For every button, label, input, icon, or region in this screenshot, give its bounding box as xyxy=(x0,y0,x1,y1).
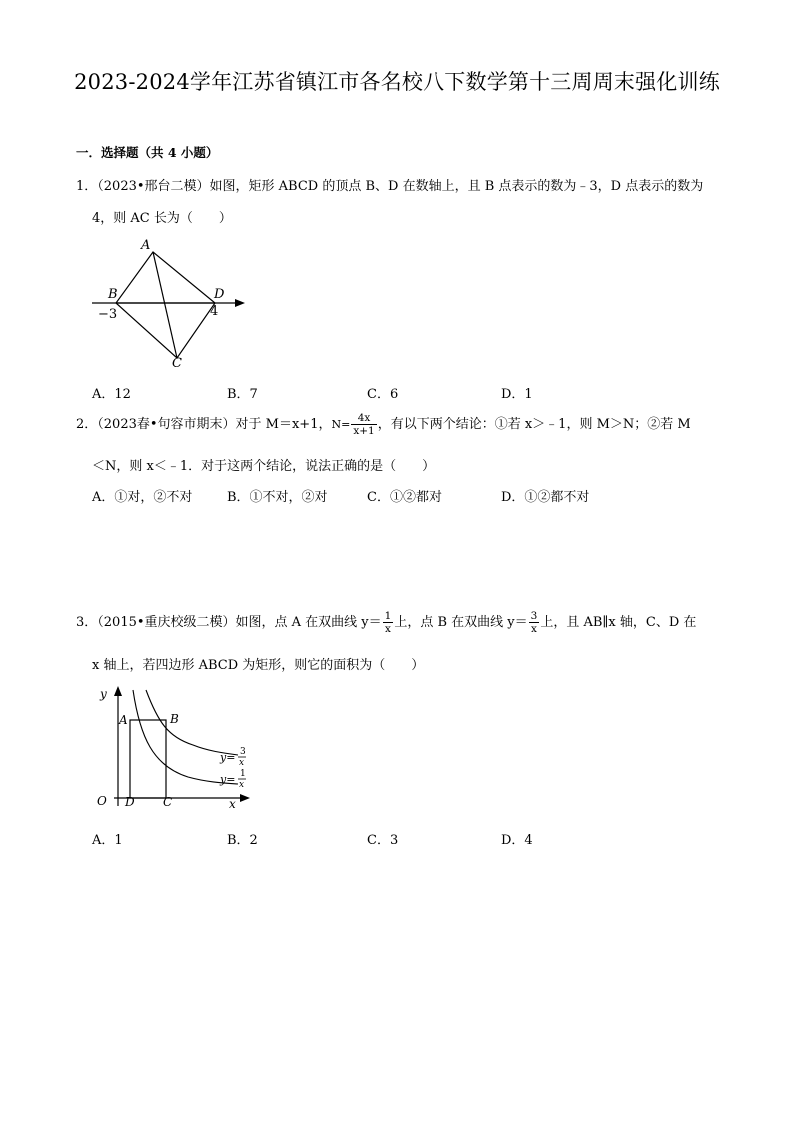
q3-text-line1 xyxy=(76,610,696,635)
q2-option-a[interactable]: A．①对，②不对 xyxy=(92,490,193,505)
number-line-arrow xyxy=(235,299,245,307)
label-c: C xyxy=(163,795,173,809)
curve-label-1-num: 1 xyxy=(240,769,246,779)
q3-fraction-2-num: 3 xyxy=(530,610,538,622)
label-a: A xyxy=(141,238,151,253)
label-d: D xyxy=(125,795,135,809)
q2-option-d[interactable]: D．①②都不对 xyxy=(501,490,590,505)
q2-option-c[interactable]: C．①②都对 xyxy=(367,490,442,505)
q3-fraction-2 xyxy=(529,610,540,635)
document-title: 2023-2024学年江苏省镇江市各名校八下数学第十三周周末强化训练 xyxy=(74,70,720,94)
q1-option-b[interactable]: B．7 xyxy=(227,387,258,402)
q2-prefix: 2．（2023春•句容市期末）对于 M＝x+1， xyxy=(76,417,332,432)
tick-minus-3: −3 xyxy=(98,307,118,322)
label-d: D xyxy=(214,287,225,302)
q1-option-d[interactable]: D．1 xyxy=(501,387,533,402)
q1-text-line1: 1．（2023•邢台二模）如图，矩形 ABCD 的顶点 B、D 在数轴上，且 B 点表示的数为﹣3，D 点表示的数为 xyxy=(76,179,704,194)
label-origin: O xyxy=(97,794,107,808)
q3-text-line2: x 轴上，若四边形 ABCD 为矩形，则它的面积为（ ） xyxy=(92,658,425,673)
label-y-axis: y xyxy=(100,687,107,701)
q1-rectangle-figure xyxy=(88,234,258,374)
curve-label-3-over-x xyxy=(219,747,246,768)
q3-fraction-1-num: 1 xyxy=(384,610,392,622)
q3-hyperbola-figure xyxy=(88,682,258,812)
rectangle-abcd xyxy=(130,720,166,798)
curve-label-3-den: x xyxy=(239,758,245,768)
q2-n-lhs: N= xyxy=(331,418,351,431)
curve-1-over-x xyxy=(133,690,238,784)
q2-text-line1 xyxy=(76,412,691,437)
q3-part2: 上，点 B 在双曲线 y＝ xyxy=(394,615,528,630)
diagonal-ac xyxy=(153,252,177,358)
label-c: C xyxy=(172,356,182,371)
q1-option-c[interactable]: C．6 xyxy=(367,387,399,402)
label-b: B xyxy=(170,712,179,726)
label-x-axis: x xyxy=(229,797,236,811)
q3-part3: 上，且 AB∥x 轴，C、D 在 xyxy=(540,615,697,630)
q2-text-line2: ＜N，则 x＜﹣1．对于这两个结论，说法正确的是（ ） xyxy=(92,459,436,474)
curve-label-1-over-x xyxy=(219,769,246,790)
q3-fraction-1-den: x xyxy=(385,623,391,635)
label-a: A xyxy=(119,713,128,727)
tick-4: 4 xyxy=(210,304,219,319)
q1-option-a[interactable]: A．12 xyxy=(92,387,131,402)
section-heading: 一．选择题（共 4 小题） xyxy=(76,145,219,160)
x-axis-arrow xyxy=(240,794,250,802)
q2-fraction-den: x+1 xyxy=(353,425,375,437)
label-b: B xyxy=(108,287,118,302)
curve-label-1-prefix: y= xyxy=(220,773,236,786)
q3-option-d[interactable]: D．4 xyxy=(501,833,533,848)
q3-fraction-1 xyxy=(383,610,394,635)
q2-option-b[interactable]: B．①不对，②对 xyxy=(227,490,328,505)
y-axis-arrow xyxy=(114,686,122,696)
q1-text-line2: 4，则 AC 长为（ ） xyxy=(92,211,232,226)
q3-option-c[interactable]: C．3 xyxy=(367,833,399,848)
curve-3-over-x xyxy=(146,690,238,755)
q3-option-b[interactable]: B．2 xyxy=(227,833,258,848)
curve-label-3-prefix: y= xyxy=(220,751,236,764)
q2-fraction xyxy=(351,412,376,437)
q2-suffix: ，有以下两个结论：①若 x＞﹣1，则 M＞N；②若 M xyxy=(377,417,691,432)
q2-fraction-num: 4x xyxy=(351,412,376,425)
q3-fraction-2-den: x xyxy=(531,623,537,635)
q3-option-a[interactable]: A．1 xyxy=(92,833,123,848)
curve-label-1-den: x xyxy=(239,780,245,790)
q3-part1: 3．（2015•重庆校级二模）如图，点 A 在双曲线 y＝ xyxy=(76,615,382,630)
curve-label-3-num: 3 xyxy=(240,747,246,757)
